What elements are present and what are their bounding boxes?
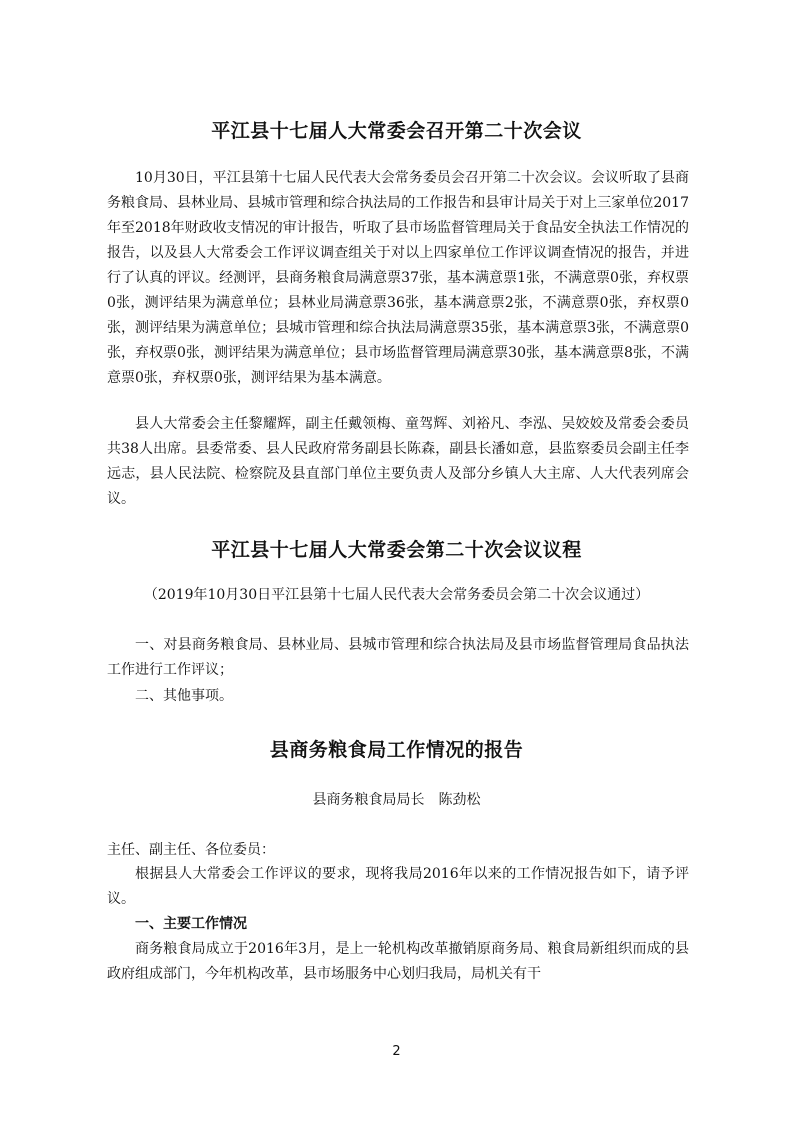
report-subheading: 一、主要工作情况 xyxy=(135,916,247,932)
report-salutation: 主任、副主任、各位委员： xyxy=(107,842,275,858)
report-author: 县商务粮食局局长 陈劲松 xyxy=(312,792,481,808)
report-body: 商务粮食局成立于2016年3月，是上一轮机构改革撤销原商务局、粮食局新组织而成的县政府组成部门，今年机构改革，县市场服务中心划归我局，局机关有干 xyxy=(107,941,689,982)
section1-title: 平江县十七届人大常委会召开第二十次会议 xyxy=(211,120,582,142)
report-intro: 根据县人大常委会工作评议的要求，现将我局2016年以来的工作情况报告如下，请予评议。 xyxy=(107,866,689,907)
page-number: 2 xyxy=(392,1044,401,1059)
section2-title: 平江县十七届人大常委会第二十次会议议程 xyxy=(211,539,582,561)
agenda-item-2: 二、其他事项。 xyxy=(135,688,233,704)
section1-paragraph-2: 县人大常委会主任黎耀辉，副主任戴领梅、童驾辉、刘裕凡、李泓、吴姣姣及常委会委员共38人出席。县委常委、县人民政府常务副县长陈森，副县长潘如意，县监察委员会副主任李远志，县人民法院、检察院及县直部门单位主要负责人及部分乡镇人大主席、人大代表列席会议。 xyxy=(107,416,689,507)
agenda-item-1: 一、对县商务粮食局、县林业局、县城市管理和综合执法局及县市场监督管理局食品执法工作进行工作评议； xyxy=(107,637,689,678)
agenda-adoption-note: （2019年10月30日平江县第十七届人民代表大会常务委员会第二十次会议通过） xyxy=(143,587,650,603)
section3-title: 县商务粮食局工作情况的报告 xyxy=(269,739,524,761)
section1-paragraph-1: 10月30日，平江县第十七届人民代表大会常务委员会召开第二十次会议。会议听取了县商务粮食局、县林业局、县城市管理和综合执法局的工作报告和县审计局关于对上三家单位2017年至2018年财政收支情况的审计报告，听取了县市场监督管理局关于食品安全执法工作情况的报告，以及县人大常委会工作评议调查组关于对以上四家单位工作评议调查情况的报告，并进行了认真的评议。经测评，县商务粮食局满意票37张，基本满意票1张，不满意票0张，弃权票0张，测评结果为满意单位；县林业局满意票36张，基本满意票2张，不满意票0张，弃权票0张，测评结果为满意单位；县城市管理和综合执法局满意票35张，基本满意票3张，不满意票0张，弃权票0张，测评结果为满意单位；县市场监督管理局满意票30张，基本满意票8张，不满意票0张，弃权票0张，测评结果为基本满意。 xyxy=(107,170,689,386)
